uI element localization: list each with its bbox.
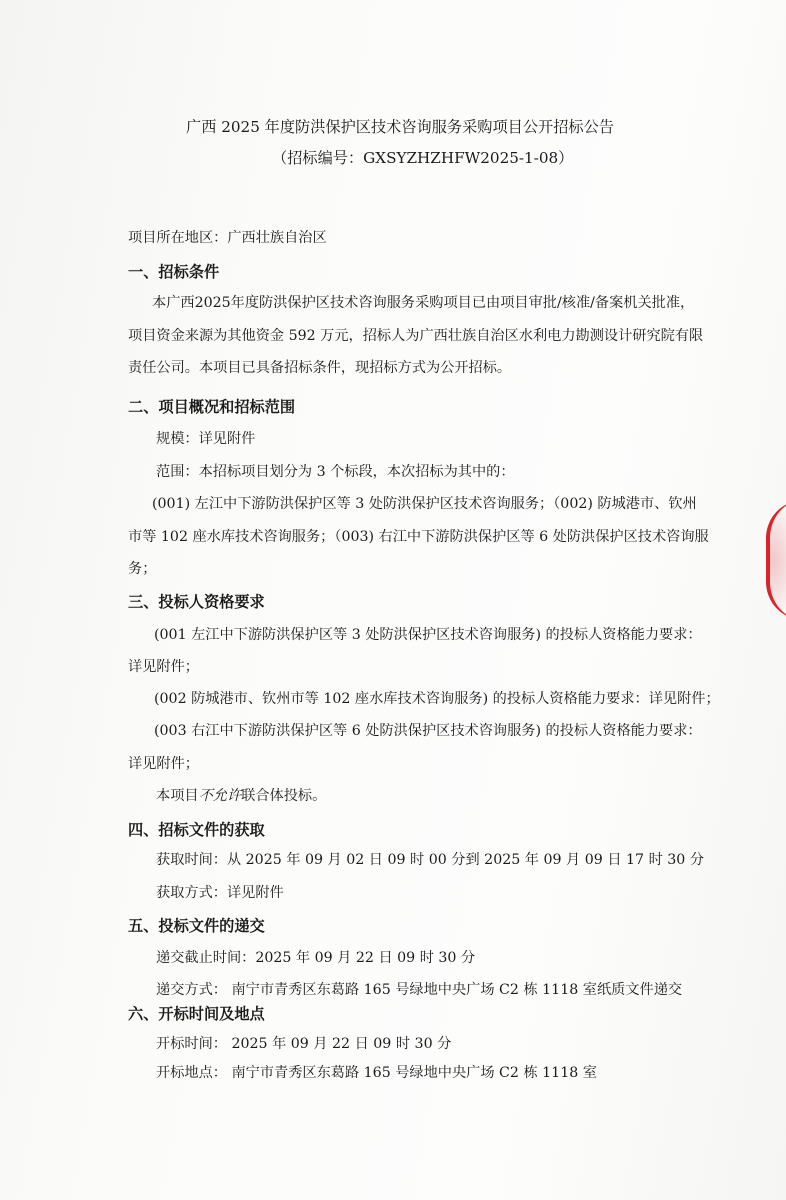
qualification-line: 详见附件； <box>128 756 199 772</box>
joint-bid-emphasis: 不允许 <box>198 788 242 804</box>
section-4-heading: 四、招标文件的获取 <box>128 821 265 839</box>
qualification-line: 详见附件； <box>128 659 199 675</box>
submit-deadline: 递交截止时间：2025 年 09 月 22 日 09 时 30 分 <box>156 950 476 966</box>
scale-line: 规模：详见附件 <box>156 431 256 447</box>
section-1-line: 本广西2025年度防洪保护区技术咨询服务采购项目已由项目审批/核准/备案机关批准， <box>152 295 695 311</box>
red-seal-edge <box>766 500 786 620</box>
joint-bid-prefix: 本项目 <box>156 788 199 804</box>
submit-method: 递交方式： 南宁市青秀区东葛路 165 号绿地中央广场 C2 栋 1118 室纸质文件递交 <box>156 982 683 998</box>
section-2-heading: 二、项目概况和招标范围 <box>128 398 296 416</box>
section-3-heading: 三、投标人资格要求 <box>128 593 265 611</box>
section-1-line: 责任公司。本项目已具备招标条件，现招标方式为公开招标。 <box>128 360 512 376</box>
qualification-line: (002 防城港市、钦州市等 102 座水库技术咨询服务) 的投标人资格能力要求：详见附件； <box>154 691 720 707</box>
notice-title: 广西 2025 年度防洪保护区技术咨询服务采购项目公开招标公告 <box>186 118 614 136</box>
joint-bid-line <box>156 786 326 806</box>
section-1-heading: 一、招标条件 <box>128 263 220 281</box>
lots-line: 市等 102 座水库技术咨询服务；（003) 右江中下游防洪保护区等 6 处防洪保护区技术咨询服 <box>128 529 709 545</box>
section-6-heading: 六、开标时间及地点 <box>128 1005 265 1023</box>
obtain-method: 获取方式：详见附件 <box>156 885 284 901</box>
bid-code: （招标编号：GXSYZHZHFW2025-1-08） <box>272 149 574 167</box>
opening-time: 开标时间： 2025 年 09 月 22 日 09 时 30 分 <box>156 1036 452 1052</box>
opening-place: 开标地点： 南宁市青秀区东葛路 165 号绿地中央广场 C2 栋 1118 室 <box>156 1065 597 1081</box>
section-1-line: 项目资金来源为其他资金 592 万元，招标人为广西壮族自治区水利电力勘测设计研究院有限 <box>128 328 704 344</box>
scope-line: 范围：本招标项目划分为 3 个标段，本次招标为其中的： <box>156 464 515 480</box>
project-region: 项目所在地区：广西壮族自治区 <box>128 230 327 246</box>
qualification-line: (001 左江中下游防洪保护区等 3 处防洪保护区技术咨询服务) 的投标人资格能力要求： <box>154 627 702 643</box>
qualification-line: (003 右江中下游防洪保护区等 6 处防洪保护区技术咨询服务) 的投标人资格能力要求： <box>154 723 702 739</box>
lots-line: (001) 左江中下游防洪保护区等 3 处防洪保护区技术咨询服务；（002) 防城港市、钦州 <box>152 496 697 512</box>
section-5-heading: 五、投标文件的递交 <box>128 917 265 935</box>
obtain-time: 获取时间：从 2025 年 09 月 02 日 09 时 00 分到 2025 年 09 月 09 日 17 时 30 分 <box>156 852 705 868</box>
lots-line: 务； <box>128 561 157 577</box>
joint-bid-suffix: 联合体投标。 <box>241 788 327 804</box>
